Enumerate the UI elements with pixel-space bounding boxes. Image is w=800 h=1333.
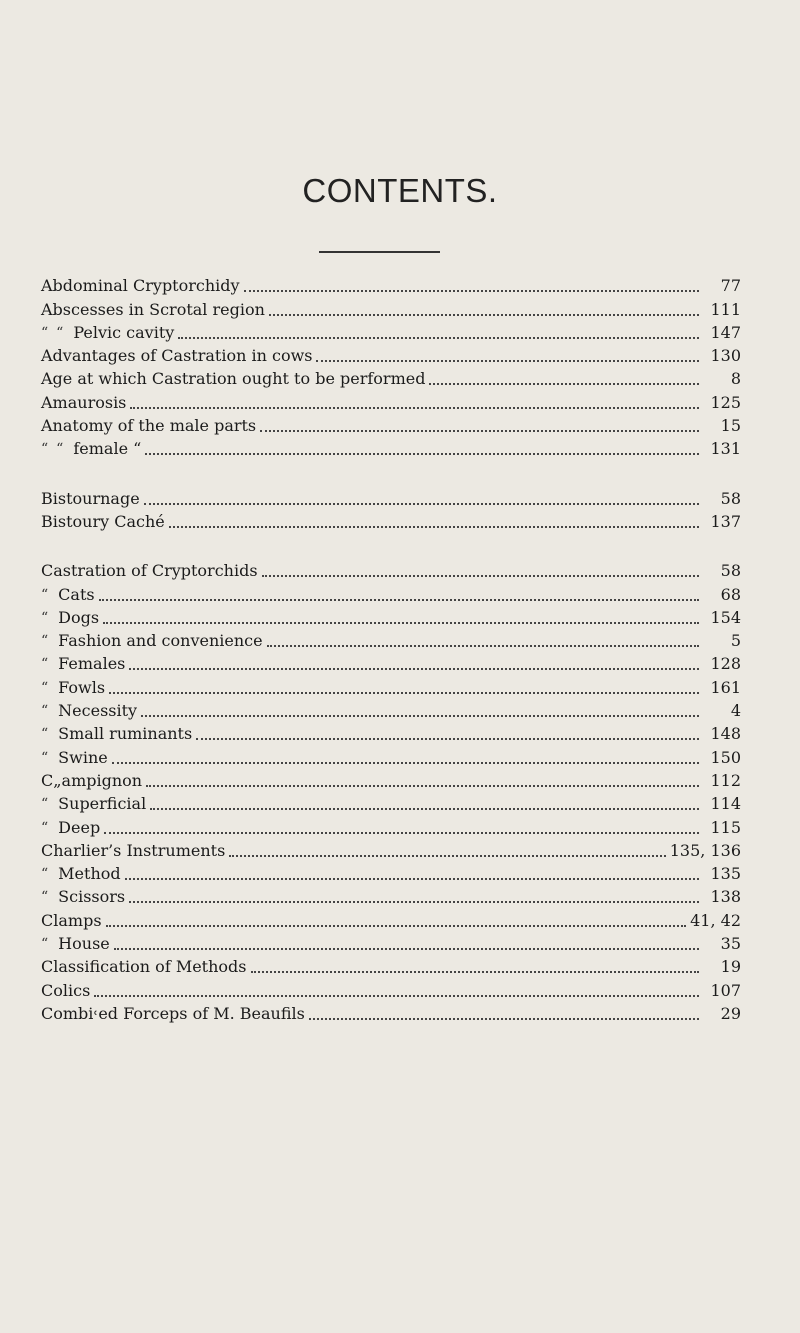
dot-leader xyxy=(244,289,699,292)
toc-entry-label: Anatomy of the male parts xyxy=(41,416,257,436)
toc-page-number: 35 xyxy=(720,934,741,954)
toc-entry-label: Abscesses in Scrotal region xyxy=(41,299,265,319)
toc-entry-label: Colics xyxy=(41,980,91,1000)
toc-entry-label: Bistoury Caché xyxy=(41,511,165,531)
toc-entry-label: C„ampignon xyxy=(41,770,143,790)
toc-entry-label: Small ruminants xyxy=(58,724,193,744)
ditto-mark: “ xyxy=(41,819,49,836)
toc-page-number: 68 xyxy=(720,584,741,604)
toc-page-number: 131 xyxy=(710,439,741,459)
toc-page-number: 135, 136 xyxy=(669,840,741,860)
ditto-mark: “ xyxy=(41,866,49,883)
toc-page-number: 150 xyxy=(710,747,741,767)
toc-page-number: 114 xyxy=(710,794,741,814)
dot-leader xyxy=(269,313,699,316)
toc-entry xyxy=(41,389,741,412)
toc-page-number: 8 xyxy=(730,369,741,389)
dot-leader xyxy=(145,452,699,455)
toc-page-number: 137 xyxy=(710,511,741,531)
toc-entry xyxy=(41,884,741,907)
dot-leader xyxy=(144,502,699,505)
toc-entry xyxy=(41,296,741,319)
toc-group xyxy=(41,273,741,459)
dot-leader xyxy=(112,761,699,764)
dot-leader xyxy=(129,900,699,903)
toc-entry xyxy=(41,698,741,721)
ditto-mark: “ xyxy=(41,889,49,906)
toc-entry xyxy=(41,931,741,954)
toc-page-number: 125 xyxy=(710,392,741,412)
toc-entry xyxy=(41,907,741,930)
toc-entry xyxy=(41,343,741,366)
toc-entry-label: House xyxy=(58,934,110,954)
ditto-mark: “ xyxy=(41,679,49,696)
ditto-mark: “ xyxy=(41,656,49,673)
toc-group xyxy=(41,558,741,1024)
toc-page-number: 58 xyxy=(720,561,741,581)
toc-entry xyxy=(41,366,741,389)
dot-leader xyxy=(141,714,699,717)
toc-entry-label: Necessity xyxy=(58,701,138,721)
page-title: CONTENTS. xyxy=(302,172,498,209)
toc-entry xyxy=(41,674,741,697)
ditto-mark: “ xyxy=(41,586,49,603)
toc-entry-label: Deep xyxy=(58,817,101,837)
toc-page-number: 128 xyxy=(710,654,741,674)
toc-page-number: 107 xyxy=(710,980,741,1000)
dot-leader xyxy=(251,970,700,973)
dot-leader xyxy=(114,947,699,950)
dot-leader xyxy=(429,382,699,385)
ditto-mark: “ xyxy=(41,726,49,743)
toc-entry xyxy=(41,628,741,651)
dot-leader xyxy=(309,1017,699,1020)
toc-entry xyxy=(41,721,741,744)
toc-page-number: 135 xyxy=(710,864,741,884)
ditto-mark: “ xyxy=(56,441,64,458)
title-rule xyxy=(319,251,440,253)
toc-entry xyxy=(41,509,741,532)
toc-page-number: 29 xyxy=(720,1003,741,1023)
ditto-mark: “ xyxy=(41,703,49,720)
table-of-contents xyxy=(41,273,741,1050)
dot-leader xyxy=(267,644,699,647)
toc-page-number: 130 xyxy=(710,346,741,366)
toc-entry-label: Swine xyxy=(58,747,108,767)
ditto-mark: “ xyxy=(41,796,49,813)
toc-entry xyxy=(41,485,741,508)
toc-page-number: 148 xyxy=(710,724,741,744)
toc-page-number: 41, 42 xyxy=(690,910,741,930)
toc-entry-label: Fowls xyxy=(58,677,106,697)
toc-entry-label: Castration of Cryptorchids xyxy=(41,561,258,581)
toc-entry-label: Clamps xyxy=(41,910,102,930)
ditto-mark: “ xyxy=(41,609,49,626)
toc-entry-label: female “ xyxy=(73,439,142,459)
dot-leader xyxy=(178,336,699,339)
toc-page-number: 147 xyxy=(710,322,741,342)
toc-entry-label: Bistournage xyxy=(41,488,140,508)
toc-entry xyxy=(41,320,741,343)
dot-leader xyxy=(260,429,699,432)
toc-page-number: 111 xyxy=(710,299,741,319)
dot-leader xyxy=(196,737,699,740)
toc-page-number: 77 xyxy=(720,276,741,296)
toc-entry-label: Advantages of Castration in cows xyxy=(41,346,313,366)
toc-entry xyxy=(41,954,741,977)
toc-entry-label: Females xyxy=(58,654,126,674)
dot-leader xyxy=(94,994,699,997)
toc-entry xyxy=(41,1001,741,1024)
ditto-mark: “ xyxy=(56,324,64,341)
dot-leader xyxy=(316,359,699,362)
dot-leader xyxy=(169,525,699,528)
ditto-mark: “ xyxy=(41,749,49,766)
toc-entry-label: Superficial xyxy=(58,794,147,814)
toc-page-number: 5 xyxy=(730,631,741,651)
toc-entry-label: Fashion and convenience xyxy=(58,631,263,651)
dot-leader xyxy=(229,854,665,857)
toc-page-number: 19 xyxy=(720,957,741,977)
toc-group xyxy=(41,485,741,532)
toc-page-number: 138 xyxy=(710,887,741,907)
toc-page-number: 112 xyxy=(710,770,741,790)
dot-leader xyxy=(130,406,699,409)
toc-entry xyxy=(41,861,741,884)
toc-entry-label: Combi˓ed Forceps of M. Beaufils xyxy=(41,1003,305,1023)
toc-page-number: 161 xyxy=(710,677,741,697)
toc-entry xyxy=(41,413,741,436)
toc-page-number: 4 xyxy=(730,701,741,721)
toc-entry xyxy=(41,558,741,581)
dot-leader xyxy=(103,621,699,624)
toc-page-number: 58 xyxy=(720,488,741,508)
dot-leader xyxy=(109,691,699,694)
toc-entry xyxy=(41,581,741,604)
toc-entry-label: Amaurosis xyxy=(41,392,127,412)
toc-entry-label: Charlier’s Instruments xyxy=(41,840,226,860)
toc-entry-label: Method xyxy=(58,864,121,884)
dot-leader xyxy=(146,784,699,787)
toc-entry xyxy=(41,977,741,1000)
toc-entry xyxy=(41,838,741,861)
ditto-mark: “ xyxy=(41,633,49,650)
toc-entry xyxy=(41,768,741,791)
toc-entry-label: Scissors xyxy=(58,887,126,907)
toc-entry-label: Pelvic cavity xyxy=(73,322,175,342)
toc-entry xyxy=(41,651,741,674)
toc-page-number: 115 xyxy=(710,817,741,837)
toc-entry xyxy=(41,814,741,837)
dot-leader xyxy=(99,598,699,601)
dot-leader xyxy=(104,831,699,834)
toc-page-number: 154 xyxy=(710,607,741,627)
dot-leader xyxy=(150,807,699,810)
toc-entry-label: Abdominal Cryptorchidy xyxy=(41,276,240,296)
toc-entry xyxy=(41,605,741,628)
dot-leader xyxy=(106,924,687,927)
toc-entry xyxy=(41,744,741,767)
toc-entry-label: Classification of Methods xyxy=(41,957,247,977)
toc-entry-label: Age at which Castration ought to be performed xyxy=(41,369,426,389)
toc-entry xyxy=(41,273,741,296)
toc-entry-label: Dogs xyxy=(58,607,100,627)
toc-entry xyxy=(41,791,741,814)
toc-entry-label: Cats xyxy=(58,584,95,604)
dot-leader xyxy=(125,877,699,880)
ditto-mark: “ xyxy=(41,441,49,458)
dot-leader xyxy=(129,667,699,670)
toc-entry xyxy=(41,436,741,459)
ditto-mark: “ xyxy=(41,936,49,953)
toc-page-number: 15 xyxy=(720,416,741,436)
ditto-mark: “ xyxy=(41,324,49,341)
dot-leader xyxy=(262,574,699,577)
